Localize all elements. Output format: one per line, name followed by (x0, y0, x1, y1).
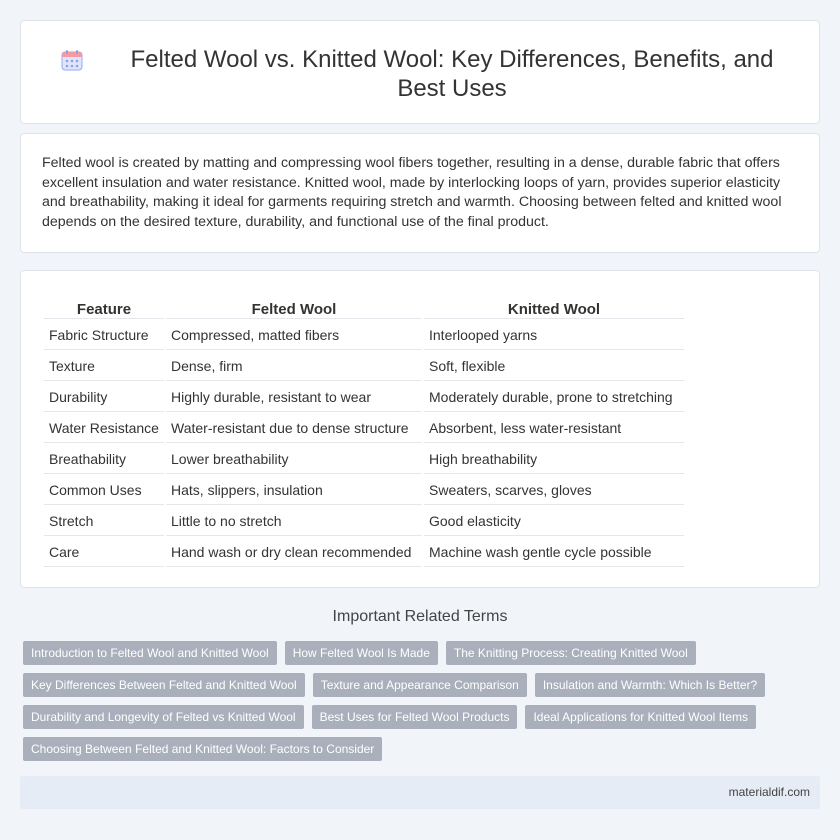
related-term-tag[interactable]: Ideal Applications for Knitted Wool Items (525, 705, 756, 729)
felted-cell: Hats, slippers, insulation (166, 476, 422, 505)
felted-cell: Lower breathability (166, 445, 422, 474)
knitted-cell: Good elasticity (424, 507, 684, 536)
feature-cell: Durability (44, 383, 164, 412)
header-card (20, 20, 820, 124)
felted-cell: Little to no stretch (166, 507, 422, 536)
feature-cell: Stretch (44, 507, 164, 536)
related-term-tag[interactable]: Key Differences Between Felted and Knitted Wool (23, 673, 305, 697)
table-row (44, 507, 684, 536)
related-term-tag[interactable]: How Felted Wool Is Made (285, 641, 438, 665)
feature-cell: Texture (44, 352, 164, 381)
header (61, 45, 799, 103)
related-terms-title: Important Related Terms (332, 608, 508, 625)
feature-cell: Care (44, 538, 164, 567)
table-row (44, 538, 684, 567)
felted-cell: Water-resistant due to dense structure (166, 414, 422, 443)
header-felted-wool: Felted Wool (166, 297, 422, 319)
related-term-tag[interactable]: Texture and Appearance Comparison (313, 673, 527, 697)
felted-cell: Dense, firm (166, 352, 422, 381)
tag-row (23, 705, 823, 729)
comparison-card (20, 270, 820, 588)
tag-row (23, 673, 823, 697)
table-header-row (44, 297, 684, 319)
tag-row (23, 737, 823, 761)
feature-cell: Water Resistance (44, 414, 164, 443)
page-title: Felted Wool vs. Knitted Wool: Key Differences, Benefits, and Best Uses (130, 46, 774, 102)
related-term-tag[interactable]: Insulation and Warmth: Which Is Better? (535, 673, 765, 697)
felted-cell: Highly durable, resistant to wear (166, 383, 422, 412)
feature-cell: Fabric Structure (44, 321, 164, 350)
related-term-tag[interactable]: Durability and Longevity of Felted vs Knitted Wool (23, 705, 304, 729)
knitted-cell: Moderately durable, prone to stretching (424, 383, 684, 412)
knitted-cell: Sweaters, scarves, gloves (424, 476, 684, 505)
knitted-cell: Machine wash gentle cycle possible (424, 538, 684, 567)
table-row (44, 445, 684, 474)
knitted-cell: High breathability (424, 445, 684, 474)
footer-site-link[interactable]: materialdif.com (728, 785, 810, 799)
comparison-table (42, 295, 686, 569)
table-row (44, 414, 684, 443)
header-knitted-wool: Knitted Wool (424, 297, 684, 319)
related-term-tag[interactable]: Choosing Between Felted and Knitted Wool: Factors to Consider (23, 737, 382, 761)
feature-cell: Common Uses (44, 476, 164, 505)
related-term-tag[interactable]: Introduction to Felted Wool and Knitted Wool (23, 641, 277, 665)
knitted-cell: Soft, flexible (424, 352, 684, 381)
footer (20, 776, 820, 809)
intro-paragraph: Felted wool is created by matting and compressing wool fibers together, resulting in a dense, durable fabric that offers excellent insulation and water resistance. Knitted wool, made by interlocking loops of yarn, provides superior elasticity and breathability, making it ideal for garments requiring stretch and warmth. Choosing between felted and knitted wool depends on the desired texture, durability, and functional use of the final product. (42, 155, 782, 230)
related-term-tag[interactable]: The Knitting Process: Creating Knitted Wool (446, 641, 696, 665)
intro-card (20, 133, 820, 253)
table-row (44, 352, 684, 381)
tag-row (23, 641, 823, 665)
feature-cell: Breathability (44, 445, 164, 474)
related-term-tag[interactable]: Best Uses for Felted Wool Products (312, 705, 518, 729)
knitted-cell: Interlooped yarns (424, 321, 684, 350)
knitted-cell: Absorbent, less water-resistant (424, 414, 684, 443)
calendar-icon (61, 49, 83, 71)
table-row (44, 476, 684, 505)
felted-cell: Hand wash or dry clean recommended (166, 538, 422, 567)
table-row (44, 383, 684, 412)
table-row (44, 321, 684, 350)
header-feature: Feature (44, 297, 164, 319)
felted-cell: Compressed, matted fibers (166, 321, 422, 350)
related-terms-list (23, 641, 823, 769)
